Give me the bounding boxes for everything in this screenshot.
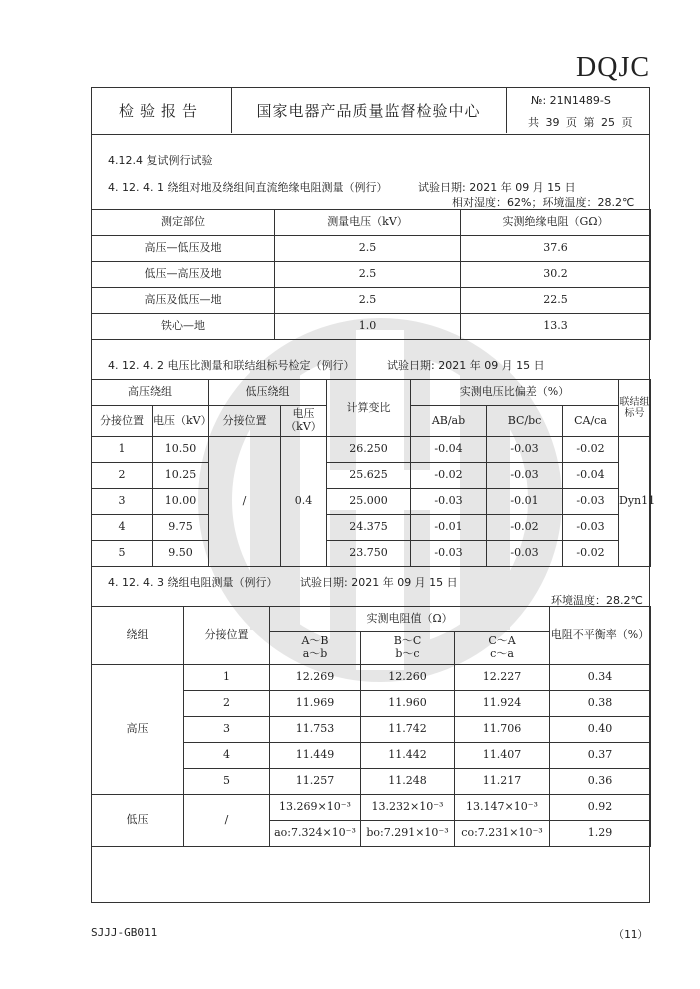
cell: -0.02 [563, 541, 619, 567]
cell: bo:7.291×10⁻³ [361, 821, 455, 847]
cell: 0.36 [550, 769, 651, 795]
cell: 11.248 [361, 769, 455, 795]
cell: 25.625 [327, 463, 411, 489]
cell: 4 [92, 515, 153, 541]
deviation-header: 实测电压比偏差（%） [411, 380, 619, 406]
lv-label: 低压 [92, 795, 184, 847]
cell: 11.449 [270, 743, 361, 769]
cell: 0.34 [550, 665, 651, 691]
ratio-date: 试验日期: 2021 年 09 月 15 日 [387, 359, 545, 372]
cell: 高压—低压及地 [92, 236, 275, 262]
cell: 0.92 [550, 795, 651, 821]
ca-header: CA/ca [563, 406, 619, 437]
cell: 低压—高压及地 [92, 262, 275, 288]
insulation-env: 相对湿度：62%；环境温度：28.2℃ [452, 196, 635, 209]
ratio-title: 4. 12. 4. 2 电压比测量和联结组标号检定（例行） [108, 359, 355, 372]
cell: 23.750 [327, 541, 411, 567]
tap-header: 分接位置 [184, 607, 270, 665]
cell: 4 [184, 743, 270, 769]
hv-voltage-header: 电压（kV） [153, 406, 209, 437]
resistance-date: 试验日期: 2021 年 09 月 15 日 [300, 576, 458, 589]
ca-bottom: c～a [490, 647, 514, 660]
resistance-title: 4. 12. 4. 3 绕组电阻测量（例行） [108, 576, 278, 589]
cell: 铁心—地 [92, 314, 275, 340]
table-row [92, 236, 651, 262]
cell: 12.260 [361, 665, 455, 691]
cell: 5 [92, 541, 153, 567]
ab-bottom: a～b [302, 647, 328, 660]
lv-voltage-header: 电压（kV） [281, 406, 327, 437]
table-row [92, 489, 651, 515]
cell: 11.706 [455, 717, 550, 743]
lv-tap-cell: / [209, 437, 281, 567]
cell: 2 [92, 463, 153, 489]
cell: -0.04 [563, 463, 619, 489]
cell: 2 [184, 691, 270, 717]
report-meta [506, 87, 650, 133]
cell: 13.232×10⁻³ [361, 795, 455, 821]
cell: 11.960 [361, 691, 455, 717]
table-row [92, 665, 651, 691]
cell: 3 [184, 717, 270, 743]
table-row [92, 515, 651, 541]
table-header-row [92, 210, 651, 236]
insulation-date: 试验日期: 2021 年 09 月 15 日 [418, 181, 576, 194]
cell: 11.742 [361, 717, 455, 743]
cell: 25.000 [327, 489, 411, 515]
resistance-table [91, 606, 651, 847]
ca-top: C～A [488, 634, 516, 648]
hv-tap-header: 分接位置 [92, 406, 153, 437]
cell: -0.01 [487, 489, 563, 515]
ca-header [455, 632, 550, 665]
logo-text: DQJC [576, 52, 651, 83]
cell: -0.04 [411, 437, 487, 463]
cell: 11.407 [455, 743, 550, 769]
cell: 13.147×10⁻³ [455, 795, 550, 821]
cell: -0.03 [487, 463, 563, 489]
resistance-env: 环境温度：28.2℃ [551, 594, 643, 607]
cell: -0.03 [563, 515, 619, 541]
cell: 高压及低压—地 [92, 288, 275, 314]
cell: 12.269 [270, 665, 361, 691]
bc-top: B～C [393, 634, 422, 648]
vector-group-cell: Dyn11 [619, 437, 651, 567]
cell: 12.227 [455, 665, 550, 691]
cell: 10.00 [153, 489, 209, 515]
page-count: 共 39 页 第 25 页 [528, 116, 633, 129]
ab-header [270, 632, 361, 665]
measured-header: 实测电阻值（Ω） [270, 607, 550, 632]
cell: -0.02 [411, 463, 487, 489]
cell: -0.03 [411, 489, 487, 515]
cell: 1 [92, 437, 153, 463]
table-row [92, 437, 651, 463]
report-label: 检验报告 [91, 87, 232, 133]
insulation-table [91, 209, 651, 340]
cell: 9.50 [153, 541, 209, 567]
cell: 2.5 [275, 288, 461, 314]
cell: 2.5 [275, 236, 461, 262]
calc-ratio-header: 计算变比 [327, 380, 411, 437]
cell: -0.03 [563, 489, 619, 515]
cell: ao:7.324×10⁻³ [270, 821, 361, 847]
table-row [92, 314, 651, 340]
ab-top: A～B [301, 634, 329, 648]
bc-header: BC/bc [487, 406, 563, 437]
vector-group-header: 联结组标号 [619, 380, 651, 437]
col-header: 测定部位 [92, 210, 275, 236]
ratio-table [91, 379, 656, 567]
cell: -0.01 [411, 515, 487, 541]
cell: 1 [184, 665, 270, 691]
cell: 0.40 [550, 717, 651, 743]
cell: 11.217 [455, 769, 550, 795]
col-header: 实测绝缘电阻（GΩ） [461, 210, 651, 236]
cell: 0.37 [550, 743, 651, 769]
cell: 11.442 [361, 743, 455, 769]
lv-voltage-cell: 0.4 [281, 437, 327, 567]
cell: 11.969 [270, 691, 361, 717]
cell: 10.50 [153, 437, 209, 463]
insulation-title: 4. 12. 4. 1 绕组对地及绕组间直流绝缘电阻测量（例行） [108, 181, 388, 194]
center-name: 国家电器产品质量监督检验中心 [231, 87, 507, 133]
cell: 11.257 [270, 769, 361, 795]
cell: 1.0 [275, 314, 461, 340]
table-row [92, 795, 651, 821]
report-number: №: 21N1489-S [531, 94, 611, 107]
hv-label: 高压 [92, 665, 184, 795]
cell: -0.03 [411, 541, 487, 567]
cell: -0.03 [487, 437, 563, 463]
section-title: 4.12.4 复试例行试验 [108, 154, 213, 167]
col-header: 测量电压（kV） [275, 210, 461, 236]
cell: 24.375 [327, 515, 411, 541]
table-row [92, 262, 651, 288]
cell: 3 [92, 489, 153, 515]
table-row [92, 541, 651, 567]
cell: 2.5 [275, 262, 461, 288]
cell: 0.38 [550, 691, 651, 717]
hv-winding-header: 高压绕组 [92, 380, 209, 406]
cell: 11.924 [455, 691, 550, 717]
cell: 9.75 [153, 515, 209, 541]
footer-code: SJJJ-GB011 [91, 926, 158, 939]
cell: 5 [184, 769, 270, 795]
cell: 37.6 [461, 236, 651, 262]
cell: 11.753 [270, 717, 361, 743]
cell: 13.269×10⁻³ [270, 795, 361, 821]
cell: 10.25 [153, 463, 209, 489]
cell: 30.2 [461, 262, 651, 288]
unbalance-header: 电阻不平衡率（%） [550, 607, 651, 665]
cell: co:7.231×10⁻³ [455, 821, 550, 847]
cell: 26.250 [327, 437, 411, 463]
ab-header: AB/ab [411, 406, 487, 437]
cell: 22.5 [461, 288, 651, 314]
lv-tap-header: 分接位置 [209, 406, 281, 437]
lv-tap-cell: / [184, 795, 270, 847]
cell: 1.29 [550, 821, 651, 847]
lv-winding-header: 低压绕组 [209, 380, 327, 406]
footer-page: （11） [613, 928, 649, 941]
cell: -0.03 [487, 541, 563, 567]
cell: 13.3 [461, 314, 651, 340]
table-row [92, 288, 651, 314]
winding-header: 绕组 [92, 607, 184, 665]
cell: -0.02 [563, 437, 619, 463]
table-row [92, 463, 651, 489]
cell: -0.02 [487, 515, 563, 541]
report-header [91, 87, 650, 135]
bc-bottom: b～c [395, 647, 420, 660]
bc-header [361, 632, 455, 665]
